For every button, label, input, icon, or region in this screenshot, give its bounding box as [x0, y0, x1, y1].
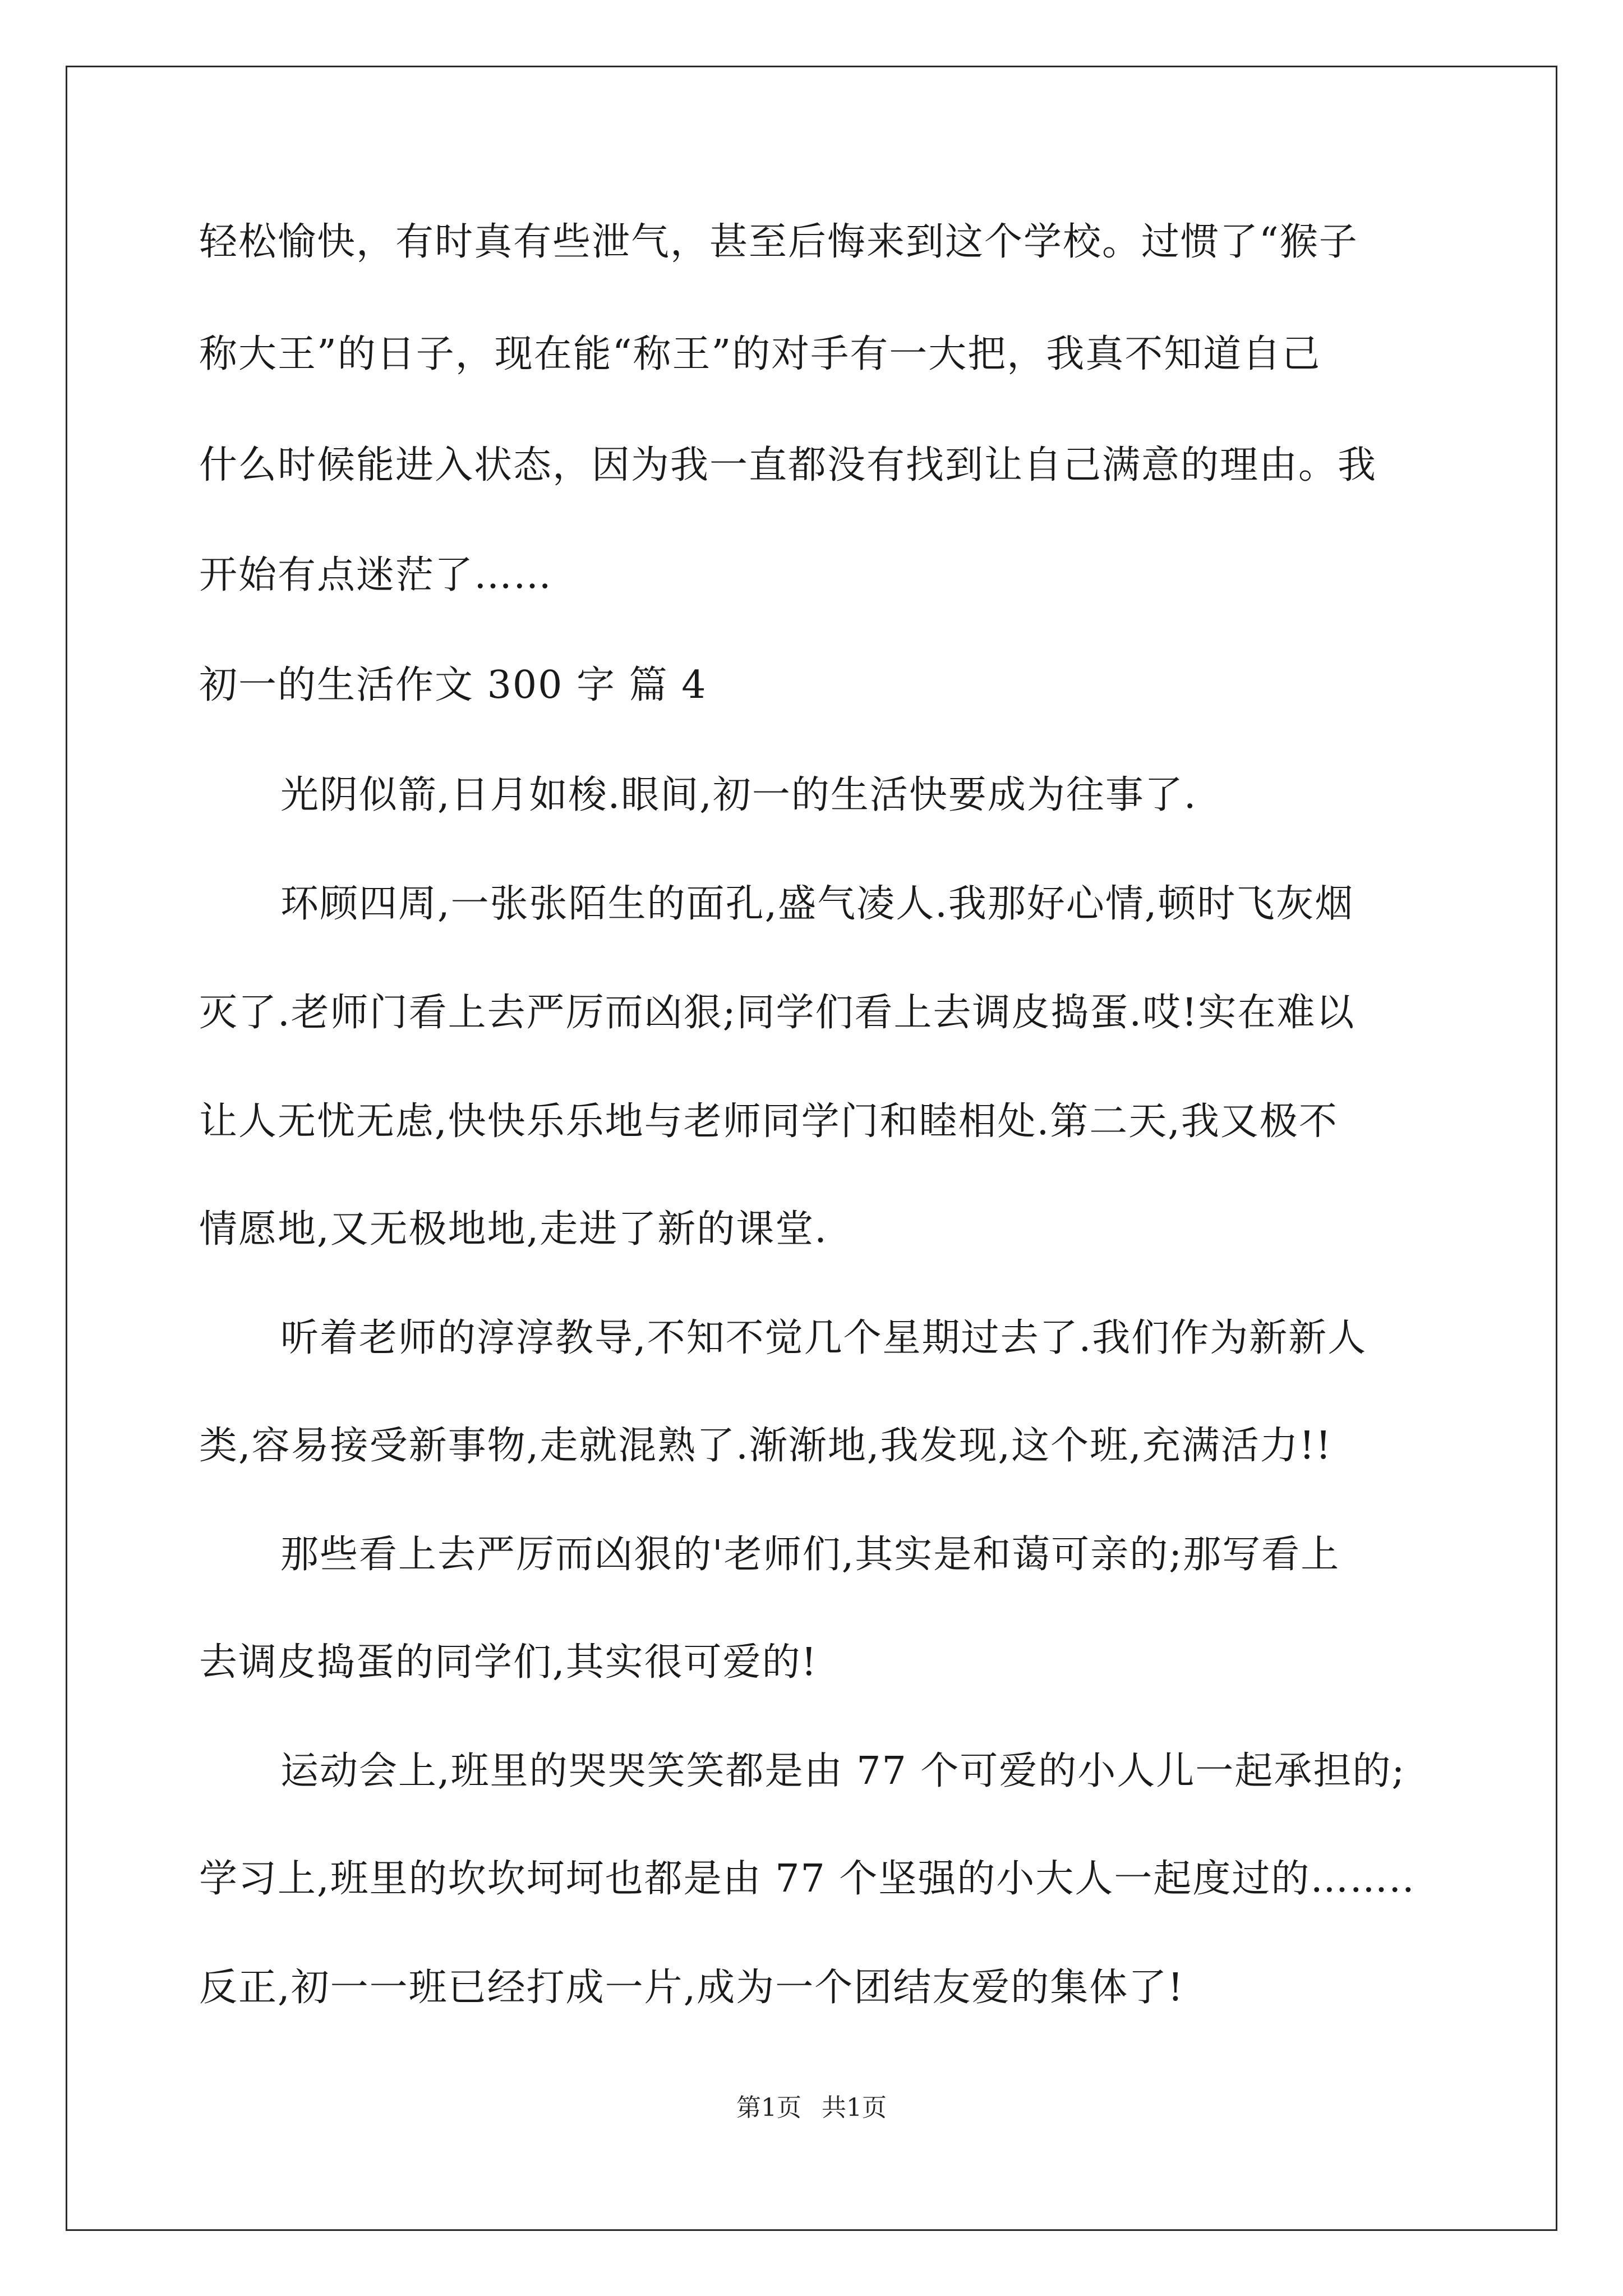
text-line: 轻松愉快，有时真有些泄气，甚至后悔来到这个学校。过惯了“猴子 — [199, 220, 1358, 264]
text-line: 灭了.老师门看上去严厉而凶狠;同学们看上去调皮捣蛋.哎!实在难以 — [199, 991, 1355, 1035]
paragraph-line: 光阴似箭,日月如梭.眼间,初一的生活快要成为往事了. — [280, 773, 1197, 817]
text-line: 开始有点迷茫了…… — [199, 553, 553, 597]
text-line: 让人无忧无虑,快快乐乐地与老师同学门和睦相处.第二天,我又极不 — [199, 1099, 1338, 1144]
text-line: 什么时候能进入状态，因为我一直都没有找到让自己满意的理由。我 — [199, 443, 1377, 487]
text-line: 类,容易接受新事物,走就混熟了.渐渐地,我发现,这个班,充满活力!! — [199, 1424, 1332, 1468]
text-line: 称大王”的日子，现在能“称王”的对手有一大把，我真不知道自己 — [199, 332, 1321, 376]
section-heading: 初一的生活作文 300 字 篇 4 — [199, 663, 707, 707]
paragraph-line: 环顾四周,一张张陌生的面孔,盛气凌人.我那好心情,顿时飞灰烟 — [280, 882, 1354, 926]
text-line: 去调皮捣蛋的同学们,其实很可爱的! — [199, 1640, 818, 1685]
text-line: 情愿地,又无极地地,走进了新的课堂. — [199, 1207, 828, 1251]
page-number: 第1页 — [736, 2093, 801, 2122]
paragraph-line: 听着老师的淳淳教导,不知不觉几个星期过去了.我们作为新新人 — [280, 1316, 1367, 1360]
text-line: 学习上,班里的坎坎坷坷也都是由 77 个坚强的小大人一起度过的…….. — [199, 1857, 1415, 1901]
text-line: 反正,初一一班已经打成一片,成为一个团结友爱的集体了! — [199, 1966, 1184, 2010]
page-border — [66, 66, 1557, 2231]
page-footer — [0, 2092, 1623, 2124]
paragraph-line: 那些看上去严厉而凶狠的'老师们,其实是和蔼可亲的;那写看上 — [280, 1533, 1340, 1577]
page-total: 共1页 — [822, 2093, 887, 2122]
paragraph-line: 运动会上,班里的哭哭笑笑都是由 77 个可爱的小人儿一起承担的; — [280, 1749, 1406, 1793]
